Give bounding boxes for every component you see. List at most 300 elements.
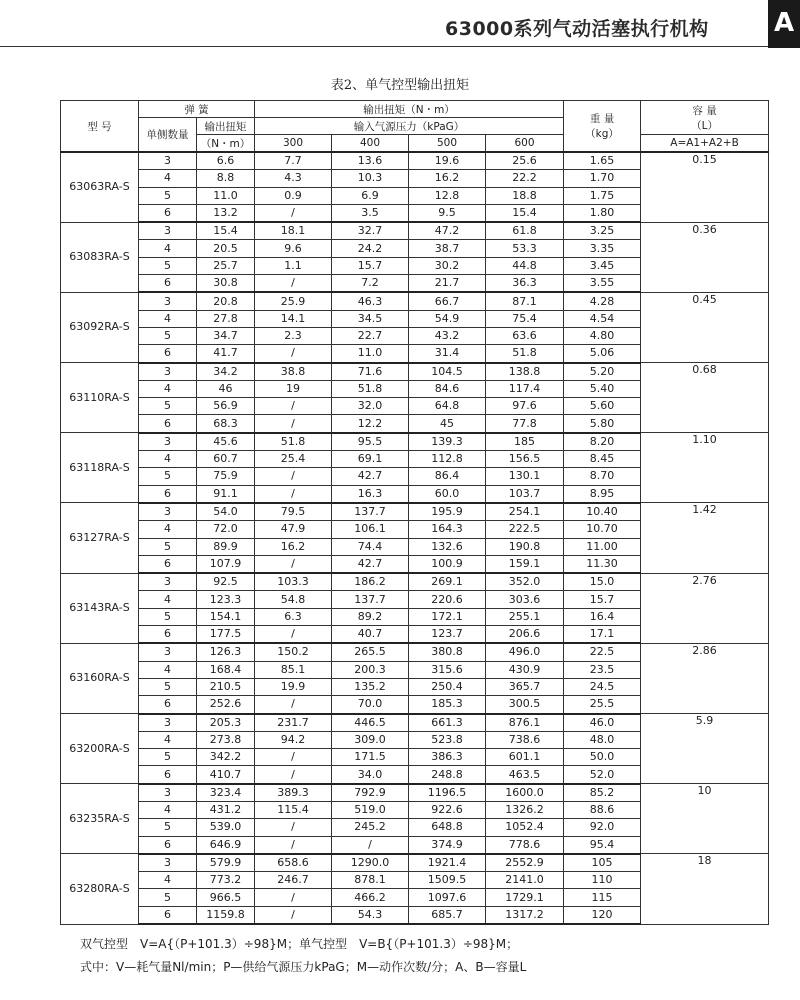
- torque-500-cell: 315.6: [409, 661, 486, 678]
- weight-cell: 85.2: [564, 784, 641, 802]
- torque-300-cell: 0.9: [255, 187, 332, 204]
- spring-count-cell: 4: [139, 521, 197, 538]
- spring-torque-cell: 75.9: [197, 468, 255, 485]
- spring-count-cell: 6: [139, 485, 197, 503]
- torque-600-cell: 1052.4: [486, 819, 564, 836]
- torque-600-cell: 876.1: [486, 714, 564, 732]
- torque-300-cell: 25.9: [255, 292, 332, 310]
- spring-count-cell: 6: [139, 204, 197, 222]
- table-row: [61, 363, 769, 381]
- torque-500-cell: 84.6: [409, 380, 486, 397]
- volume-cell: 0.68: [641, 363, 769, 433]
- spring-torque-cell: 126.3: [197, 643, 255, 661]
- torque-500-cell: 104.5: [409, 363, 486, 381]
- torque-300-cell: 658.6: [255, 854, 332, 872]
- torque-500-cell: 86.4: [409, 468, 486, 485]
- spring-torque-cell: 342.2: [197, 749, 255, 766]
- weight-cell: 92.0: [564, 819, 641, 836]
- torque-600-cell: 51.8: [486, 345, 564, 363]
- section-tab: A: [768, 0, 800, 48]
- torque-600-cell: 1317.2: [486, 906, 564, 924]
- torque-400-cell: 51.8: [332, 380, 409, 397]
- torque-500-cell: 661.3: [409, 714, 486, 732]
- torque-300-cell: 25.4: [255, 451, 332, 468]
- torque-400-cell: 6.9: [332, 187, 409, 204]
- table-row: [61, 503, 769, 521]
- torque-300-cell: /: [255, 889, 332, 906]
- torque-300-cell: 79.5: [255, 503, 332, 521]
- torque-400-cell: 171.5: [332, 749, 409, 766]
- torque-400-cell: 11.0: [332, 345, 409, 363]
- spring-count-cell: 6: [139, 555, 197, 573]
- volume-cell: 0.36: [641, 222, 769, 292]
- spring-torque-cell: 34.2: [197, 363, 255, 381]
- torque-500-cell: 9.5: [409, 204, 486, 222]
- volume-unit: （L）: [691, 119, 718, 132]
- torque-600-cell: 1326.2: [486, 801, 564, 818]
- torque-500-cell: 1097.6: [409, 889, 486, 906]
- torque-400-cell: 13.6: [332, 152, 409, 170]
- torque-500-cell: 164.3: [409, 521, 486, 538]
- torque-400-cell: 15.7: [332, 257, 409, 274]
- weight-cell: 16.4: [564, 608, 641, 625]
- torque-600-cell: 63.6: [486, 327, 564, 344]
- header-rule: [0, 46, 768, 47]
- col-header-weight: [564, 101, 641, 153]
- spring-torque-cell: 966.5: [197, 889, 255, 906]
- torque-300-cell: 9.6: [255, 240, 332, 257]
- weight-cell: 8.45: [564, 451, 641, 468]
- col-header-spring-torque: 输出扭矩: [197, 118, 255, 135]
- col-header-volume: [641, 101, 769, 135]
- torque-400-cell: 792.9: [332, 784, 409, 802]
- torque-600-cell: 156.5: [486, 451, 564, 468]
- torque-500-cell: 45: [409, 415, 486, 433]
- torque-500-cell: 248.8: [409, 766, 486, 784]
- torque-300-cell: 54.8: [255, 591, 332, 608]
- torque-500-cell: 132.6: [409, 538, 486, 555]
- torque-600-cell: 222.5: [486, 521, 564, 538]
- weight-cell: 5.06: [564, 345, 641, 363]
- torque-600-cell: 300.5: [486, 696, 564, 714]
- torque-400-cell: 265.5: [332, 643, 409, 661]
- torque-400-cell: 54.3: [332, 906, 409, 924]
- volume-cell: 0.15: [641, 152, 769, 222]
- torque-400-cell: 519.0: [332, 801, 409, 818]
- torque-500-cell: 386.3: [409, 749, 486, 766]
- formula-legend: 式中：V—耗气量Nl/min；P—供给气源压力kPaG；M—动作次数/分；A、B—容量L: [80, 960, 527, 974]
- torque-600-cell: 117.4: [486, 380, 564, 397]
- torque-500-cell: 54.9: [409, 310, 486, 327]
- spring-torque-cell: 60.7: [197, 451, 255, 468]
- torque-500-cell: 100.9: [409, 555, 486, 573]
- spring-count-cell: 6: [139, 415, 197, 433]
- spring-count-cell: 4: [139, 170, 197, 187]
- torque-400-cell: 40.7: [332, 626, 409, 644]
- spring-torque-cell: 252.6: [197, 696, 255, 714]
- torque-500-cell: 220.6: [409, 591, 486, 608]
- col-header-p600: 600: [486, 135, 564, 153]
- torque-400-cell: 878.1: [332, 872, 409, 889]
- model-cell: 63092RA-S: [61, 292, 139, 362]
- table-row: [61, 714, 769, 732]
- torque-500-cell: 648.8: [409, 819, 486, 836]
- spring-torque-cell: 30.8: [197, 275, 255, 293]
- torque-400-cell: 89.2: [332, 608, 409, 625]
- spring-count-cell: 3: [139, 363, 197, 381]
- spring-torque-cell: 68.3: [197, 415, 255, 433]
- weight-cell: 4.28: [564, 292, 641, 310]
- torque-600-cell: 97.6: [486, 398, 564, 415]
- torque-400-cell: 309.0: [332, 731, 409, 748]
- model-cell: 63143RA-S: [61, 573, 139, 643]
- spring-torque-cell: 15.4: [197, 222, 255, 240]
- torque-600-cell: 463.5: [486, 766, 564, 784]
- torque-300-cell: /: [255, 204, 332, 222]
- spring-torque-cell: 410.7: [197, 766, 255, 784]
- spring-count-cell: 5: [139, 889, 197, 906]
- torque-500-cell: 112.8: [409, 451, 486, 468]
- spring-torque-cell: 92.5: [197, 573, 255, 591]
- spring-torque-cell: 91.1: [197, 485, 255, 503]
- weight-cell: 110: [564, 872, 641, 889]
- torque-600-cell: 53.3: [486, 240, 564, 257]
- torque-400-cell: 7.2: [332, 275, 409, 293]
- spring-torque-cell: 20.5: [197, 240, 255, 257]
- model-cell: 63118RA-S: [61, 433, 139, 503]
- torque-400-cell: 12.2: [332, 415, 409, 433]
- spring-torque-cell: 13.2: [197, 204, 255, 222]
- model-cell: 63110RA-S: [61, 363, 139, 433]
- model-cell: 63280RA-S: [61, 854, 139, 924]
- spring-count-cell: 4: [139, 310, 197, 327]
- spring-count-cell: 4: [139, 240, 197, 257]
- torque-300-cell: 6.3: [255, 608, 332, 625]
- spring-torque-cell: 1159.8: [197, 906, 255, 924]
- weight-cell: 5.20: [564, 363, 641, 381]
- spring-torque-cell: 11.0: [197, 187, 255, 204]
- table-body: [61, 152, 769, 924]
- weight-cell: 1.70: [564, 170, 641, 187]
- torque-600-cell: 36.3: [486, 275, 564, 293]
- torque-400-cell: 32.7: [332, 222, 409, 240]
- spring-count-cell: 4: [139, 801, 197, 818]
- spring-count-cell: 6: [139, 696, 197, 714]
- spring-torque-cell: 20.8: [197, 292, 255, 310]
- model-cell: 63235RA-S: [61, 784, 139, 854]
- torque-400-cell: 1290.0: [332, 854, 409, 872]
- spring-count-cell: 6: [139, 626, 197, 644]
- spring-count-cell: 3: [139, 152, 197, 170]
- spring-torque-cell: 46: [197, 380, 255, 397]
- torque-500-cell: 195.9: [409, 503, 486, 521]
- spring-torque-cell: 89.9: [197, 538, 255, 555]
- torque-400-cell: 74.4: [332, 538, 409, 555]
- spring-count-cell: 3: [139, 433, 197, 451]
- volume-cell: 18: [641, 854, 769, 924]
- torque-500-cell: 685.7: [409, 906, 486, 924]
- torque-300-cell: 246.7: [255, 872, 332, 889]
- torque-300-cell: 51.8: [255, 433, 332, 451]
- torque-500-cell: 172.1: [409, 608, 486, 625]
- model-cell: 63063RA-S: [61, 152, 139, 222]
- spring-count-cell: 5: [139, 327, 197, 344]
- spring-torque-cell: 41.7: [197, 345, 255, 363]
- torque-400-cell: 186.2: [332, 573, 409, 591]
- torque-500-cell: 1509.5: [409, 872, 486, 889]
- spring-count-cell: 3: [139, 643, 197, 661]
- output-torque-table: [60, 100, 769, 925]
- torque-500-cell: 66.7: [409, 292, 486, 310]
- col-header-p400: 400: [332, 135, 409, 153]
- torque-500-cell: 523.8: [409, 731, 486, 748]
- torque-400-cell: 245.2: [332, 819, 409, 836]
- torque-600-cell: 206.6: [486, 626, 564, 644]
- table-row: [61, 222, 769, 240]
- weight-cell: 8.70: [564, 468, 641, 485]
- weight-cell: 3.35: [564, 240, 641, 257]
- torque-300-cell: 2.3: [255, 327, 332, 344]
- weight-cell: 1.75: [564, 187, 641, 204]
- spring-torque-cell: 56.9: [197, 398, 255, 415]
- torque-600-cell: 496.0: [486, 643, 564, 661]
- torque-400-cell: 137.7: [332, 591, 409, 608]
- torque-400-cell: 3.5: [332, 204, 409, 222]
- torque-300-cell: 14.1: [255, 310, 332, 327]
- weight-cell: 105: [564, 854, 641, 872]
- torque-600-cell: 75.4: [486, 310, 564, 327]
- weight-cell: 5.80: [564, 415, 641, 433]
- model-cell: 63160RA-S: [61, 643, 139, 713]
- weight-cell: 48.0: [564, 731, 641, 748]
- torque-400-cell: 10.3: [332, 170, 409, 187]
- torque-500-cell: 269.1: [409, 573, 486, 591]
- spring-count-cell: 4: [139, 451, 197, 468]
- col-header-p300: 300: [255, 135, 332, 153]
- torque-600-cell: 352.0: [486, 573, 564, 591]
- torque-300-cell: 38.8: [255, 363, 332, 381]
- spring-count-cell: 4: [139, 661, 197, 678]
- torque-300-cell: /: [255, 555, 332, 573]
- torque-400-cell: 34.0: [332, 766, 409, 784]
- torque-600-cell: 190.8: [486, 538, 564, 555]
- spring-count-cell: 3: [139, 503, 197, 521]
- col-header-spring: 弹 簧: [139, 101, 255, 118]
- torque-500-cell: 47.2: [409, 222, 486, 240]
- torque-600-cell: 778.6: [486, 836, 564, 854]
- weight-cell: 46.0: [564, 714, 641, 732]
- torque-300-cell: 115.4: [255, 801, 332, 818]
- torque-600-cell: 61.8: [486, 222, 564, 240]
- torque-400-cell: 32.0: [332, 398, 409, 415]
- spring-count-cell: 3: [139, 292, 197, 310]
- spring-count-cell: 5: [139, 538, 197, 555]
- torque-400-cell: 46.3: [332, 292, 409, 310]
- volume-cell: 1.42: [641, 503, 769, 573]
- volume-label: 容 量: [692, 104, 717, 117]
- torque-600-cell: 77.8: [486, 415, 564, 433]
- weight-cell: 23.5: [564, 661, 641, 678]
- weight-cell: 15.7: [564, 591, 641, 608]
- volume-cell: 2.76: [641, 573, 769, 643]
- torque-300-cell: 18.1: [255, 222, 332, 240]
- spring-torque-cell: 6.6: [197, 152, 255, 170]
- table-row: [61, 784, 769, 802]
- spring-count-cell: 3: [139, 573, 197, 591]
- torque-300-cell: 389.3: [255, 784, 332, 802]
- torque-500-cell: 123.7: [409, 626, 486, 644]
- volume-cell: 2.86: [641, 643, 769, 713]
- torque-500-cell: 38.7: [409, 240, 486, 257]
- spring-count-cell: 3: [139, 854, 197, 872]
- torque-300-cell: 47.9: [255, 521, 332, 538]
- torque-400-cell: 200.3: [332, 661, 409, 678]
- torque-400-cell: 69.1: [332, 451, 409, 468]
- torque-600-cell: 87.1: [486, 292, 564, 310]
- torque-300-cell: 19.9: [255, 678, 332, 695]
- volume-cell: 10: [641, 784, 769, 854]
- torque-300-cell: 103.3: [255, 573, 332, 591]
- torque-600-cell: 138.8: [486, 363, 564, 381]
- spring-torque-cell: 123.3: [197, 591, 255, 608]
- torque-300-cell: 19: [255, 380, 332, 397]
- torque-500-cell: 43.2: [409, 327, 486, 344]
- torque-400-cell: 42.7: [332, 555, 409, 573]
- spring-count-cell: 3: [139, 222, 197, 240]
- spring-torque-cell: 107.9: [197, 555, 255, 573]
- weight-cell: 120: [564, 906, 641, 924]
- volume-cell: 1.10: [641, 433, 769, 503]
- weight-cell: 11.30: [564, 555, 641, 573]
- torque-300-cell: /: [255, 345, 332, 363]
- model-cell: 63200RA-S: [61, 714, 139, 784]
- weight-label: 重 量: [589, 113, 615, 125]
- torque-300-cell: /: [255, 749, 332, 766]
- torque-500-cell: 250.4: [409, 678, 486, 695]
- torque-400-cell: 24.2: [332, 240, 409, 257]
- torque-600-cell: 103.7: [486, 485, 564, 503]
- weight-cell: 22.5: [564, 643, 641, 661]
- spring-torque-cell: 579.9: [197, 854, 255, 872]
- weight-cell: 88.6: [564, 801, 641, 818]
- spring-count-cell: 3: [139, 784, 197, 802]
- spring-torque-cell: 8.8: [197, 170, 255, 187]
- spring-count-cell: 6: [139, 836, 197, 854]
- torque-600-cell: 159.1: [486, 555, 564, 573]
- torque-500-cell: 21.7: [409, 275, 486, 293]
- weight-cell: 10.40: [564, 503, 641, 521]
- spring-count-cell: 5: [139, 678, 197, 695]
- table-row: [61, 152, 769, 170]
- torque-300-cell: 4.3: [255, 170, 332, 187]
- col-header-spring-count: 单侧数量: [139, 118, 197, 153]
- weight-cell: 3.25: [564, 222, 641, 240]
- weight-cell: 4.54: [564, 310, 641, 327]
- torque-300-cell: /: [255, 696, 332, 714]
- torque-600-cell: 2141.0: [486, 872, 564, 889]
- torque-400-cell: 137.7: [332, 503, 409, 521]
- torque-600-cell: 1600.0: [486, 784, 564, 802]
- spring-torque-cell: 273.8: [197, 731, 255, 748]
- col-header-volume-formula: A=A1+A2+B: [641, 135, 769, 153]
- torque-500-cell: 374.9: [409, 836, 486, 854]
- spring-count-cell: 6: [139, 275, 197, 293]
- torque-500-cell: 30.2: [409, 257, 486, 274]
- torque-300-cell: 85.1: [255, 661, 332, 678]
- torque-300-cell: 231.7: [255, 714, 332, 732]
- weight-cell: 8.95: [564, 485, 641, 503]
- table-row: [61, 854, 769, 872]
- spring-torque-cell: 773.2: [197, 872, 255, 889]
- volume-cell: 5.9: [641, 714, 769, 784]
- spring-count-cell: 4: [139, 872, 197, 889]
- torque-400-cell: 70.0: [332, 696, 409, 714]
- spring-count-cell: 5: [139, 819, 197, 836]
- torque-600-cell: 18.8: [486, 187, 564, 204]
- spring-count-cell: 4: [139, 380, 197, 397]
- torque-600-cell: 365.7: [486, 678, 564, 695]
- table-row: [61, 573, 769, 591]
- torque-400-cell: /: [332, 836, 409, 854]
- torque-400-cell: 106.1: [332, 521, 409, 538]
- torque-300-cell: /: [255, 275, 332, 293]
- spring-count-cell: 3: [139, 714, 197, 732]
- torque-400-cell: 71.6: [332, 363, 409, 381]
- torque-600-cell: 44.8: [486, 257, 564, 274]
- table-row: [61, 292, 769, 310]
- torque-500-cell: 185.3: [409, 696, 486, 714]
- torque-300-cell: 150.2: [255, 643, 332, 661]
- torque-400-cell: 22.7: [332, 327, 409, 344]
- torque-500-cell: 19.6: [409, 152, 486, 170]
- torque-300-cell: /: [255, 626, 332, 644]
- torque-400-cell: 466.2: [332, 889, 409, 906]
- spring-count-cell: 5: [139, 468, 197, 485]
- volume-cell: 0.45: [641, 292, 769, 362]
- weight-cell: 5.40: [564, 380, 641, 397]
- weight-cell: 24.5: [564, 678, 641, 695]
- weight-cell: 52.0: [564, 766, 641, 784]
- col-header-supply-pressure: 输入气源压力（kPaG）: [255, 118, 564, 135]
- torque-300-cell: 1.1: [255, 257, 332, 274]
- torque-300-cell: /: [255, 468, 332, 485]
- torque-300-cell: 7.7: [255, 152, 332, 170]
- torque-400-cell: 135.2: [332, 678, 409, 695]
- torque-600-cell: 255.1: [486, 608, 564, 625]
- torque-400-cell: 42.7: [332, 468, 409, 485]
- spring-torque-cell: 72.0: [197, 521, 255, 538]
- spring-torque-cell: 205.3: [197, 714, 255, 732]
- spring-count-cell: 5: [139, 398, 197, 415]
- spring-count-cell: 6: [139, 345, 197, 363]
- torque-600-cell: 303.6: [486, 591, 564, 608]
- torque-300-cell: /: [255, 485, 332, 503]
- spring-count-cell: 5: [139, 608, 197, 625]
- torque-300-cell: /: [255, 415, 332, 433]
- table-row: [61, 433, 769, 451]
- torque-600-cell: 130.1: [486, 468, 564, 485]
- torque-300-cell: /: [255, 766, 332, 784]
- torque-300-cell: 94.2: [255, 731, 332, 748]
- torque-300-cell: /: [255, 836, 332, 854]
- spring-torque-cell: 539.0: [197, 819, 255, 836]
- torque-400-cell: 446.5: [332, 714, 409, 732]
- torque-600-cell: 254.1: [486, 503, 564, 521]
- torque-500-cell: 1196.5: [409, 784, 486, 802]
- weight-cell: 15.0: [564, 573, 641, 591]
- torque-300-cell: /: [255, 398, 332, 415]
- spring-count-cell: 4: [139, 591, 197, 608]
